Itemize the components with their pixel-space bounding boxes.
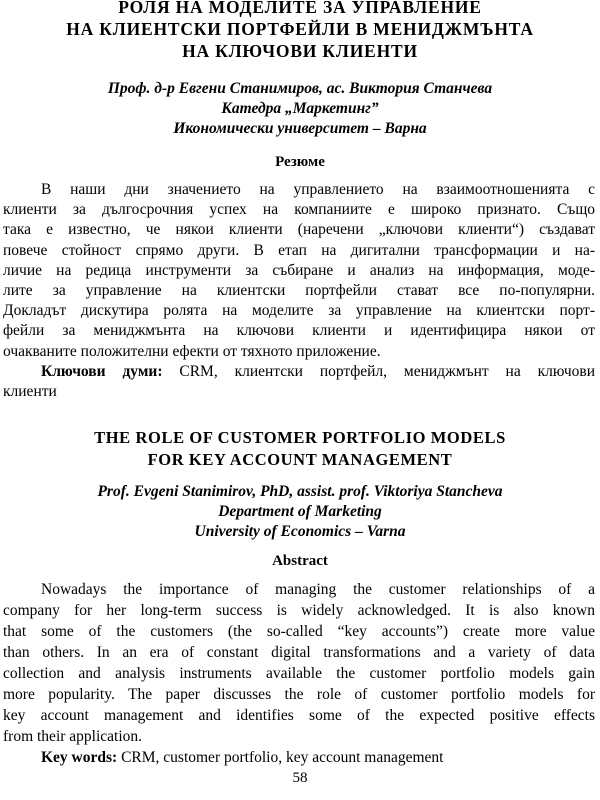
bg-abstract-line: личие на редица инструменти за събиране и анализ на информация, моде- xyxy=(3,261,595,279)
en-abstract-line: more popularity. The paper discusses the role of customer portfolio models for xyxy=(3,686,595,703)
en-title-line: FOR KEY ACCOUNT MANAGEMENT xyxy=(147,450,453,469)
en-abstract-line: company for her long-term success is widely acknowledged. It is also known xyxy=(3,602,595,619)
bg-abstract-line: В наши дни значението на управлението на взаимоотношенията с xyxy=(41,181,595,198)
bg-authors: Проф. д-р Евгени Станимиров, ас. Виктория Станчева xyxy=(107,80,493,97)
bg-abstract-line: фейли за мениджмънта на ключови клиенти и идентифицира някои от xyxy=(3,322,595,340)
en-university: University of Economics – Varna xyxy=(194,523,406,540)
bg-abstract-line: клиенти за дългосрочния успех на компаниите е широко признато. Също xyxy=(3,201,595,219)
bg-abstract xyxy=(3,180,595,402)
en-keywords-label: Key words: xyxy=(41,749,118,766)
en-abstract xyxy=(3,579,595,768)
bg-keywords-text: CRM, клиентски портфейл, мениджмънт на ключови xyxy=(179,362,595,380)
en-abstract-line: Nowadays the importance of managing the customer relationships of a xyxy=(41,581,595,598)
bg-author-block xyxy=(0,79,600,139)
bg-title xyxy=(0,0,600,62)
bg-title-line: НА КЛЮЧОВИ КЛИЕНТИ xyxy=(182,41,418,61)
bg-title-line: РОЛЯ НА МОДЕЛИТЕ ЗА УПРАВЛЕНИЕ xyxy=(118,0,482,17)
bg-abstract-line: повече стойност спрямо други. В етап на дигитални трансформации и на- xyxy=(3,241,595,259)
en-abstract-line: from their application. xyxy=(3,728,143,745)
en-keywords-text: CRM, customer portfolio, key account management xyxy=(121,749,444,766)
page-number: 58 xyxy=(292,770,308,786)
en-author-block xyxy=(0,482,600,542)
bg-abstract-line: очакваните положителни ефекти от тяхното приложение. xyxy=(3,342,381,360)
bg-abstract-line: Докладът дискутира ролята на моделите за управление на клиентски порт- xyxy=(3,302,595,320)
bg-department: Катедра „Маркетинг” xyxy=(221,100,379,117)
bg-university: Икономически университет – Варна xyxy=(173,120,427,137)
en-authors: Prof. Evgeni Stanimirov, PhD, assist. prof. Viktoriya Stancheva xyxy=(97,483,503,500)
en-abstract-line: than others. In an era of constant digital transformations and a variety of data xyxy=(3,644,595,661)
en-title-line: THE ROLE OF CUSTOMER PORTFOLIO MODELS xyxy=(94,428,506,447)
bg-abstract-line: лите за управление на клиентски портфейли стават все по-популярни. xyxy=(3,282,595,300)
en-abstract-line: collection and analysis instruments available the customer portfolio models gain xyxy=(3,665,595,682)
bg-abstract-heading: Резюме xyxy=(275,154,325,170)
en-abstract-heading: Abstract xyxy=(272,553,328,569)
en-abstract-line: key account management and identifies some of the expected positive effects xyxy=(3,707,595,724)
en-department: Department of Marketing xyxy=(218,503,382,520)
bg-keywords xyxy=(3,362,595,382)
bg-title-line: НА КЛИЕНТСКИ ПОРТФЕЙЛИ В МЕНИДЖМЪНТА xyxy=(66,19,534,39)
en-abstract-line: that some of the customers (the so-called “key accounts”) create more value xyxy=(3,623,595,640)
en-title xyxy=(0,427,600,471)
en-keywords xyxy=(3,747,595,768)
bg-abstract-line: така е известно, че някои клиенти (наречени „ключови клиенти“) създават xyxy=(3,221,595,239)
bg-keywords-continued: клиенти xyxy=(3,383,57,401)
bg-keywords-label: Ключови думи: xyxy=(41,362,163,380)
